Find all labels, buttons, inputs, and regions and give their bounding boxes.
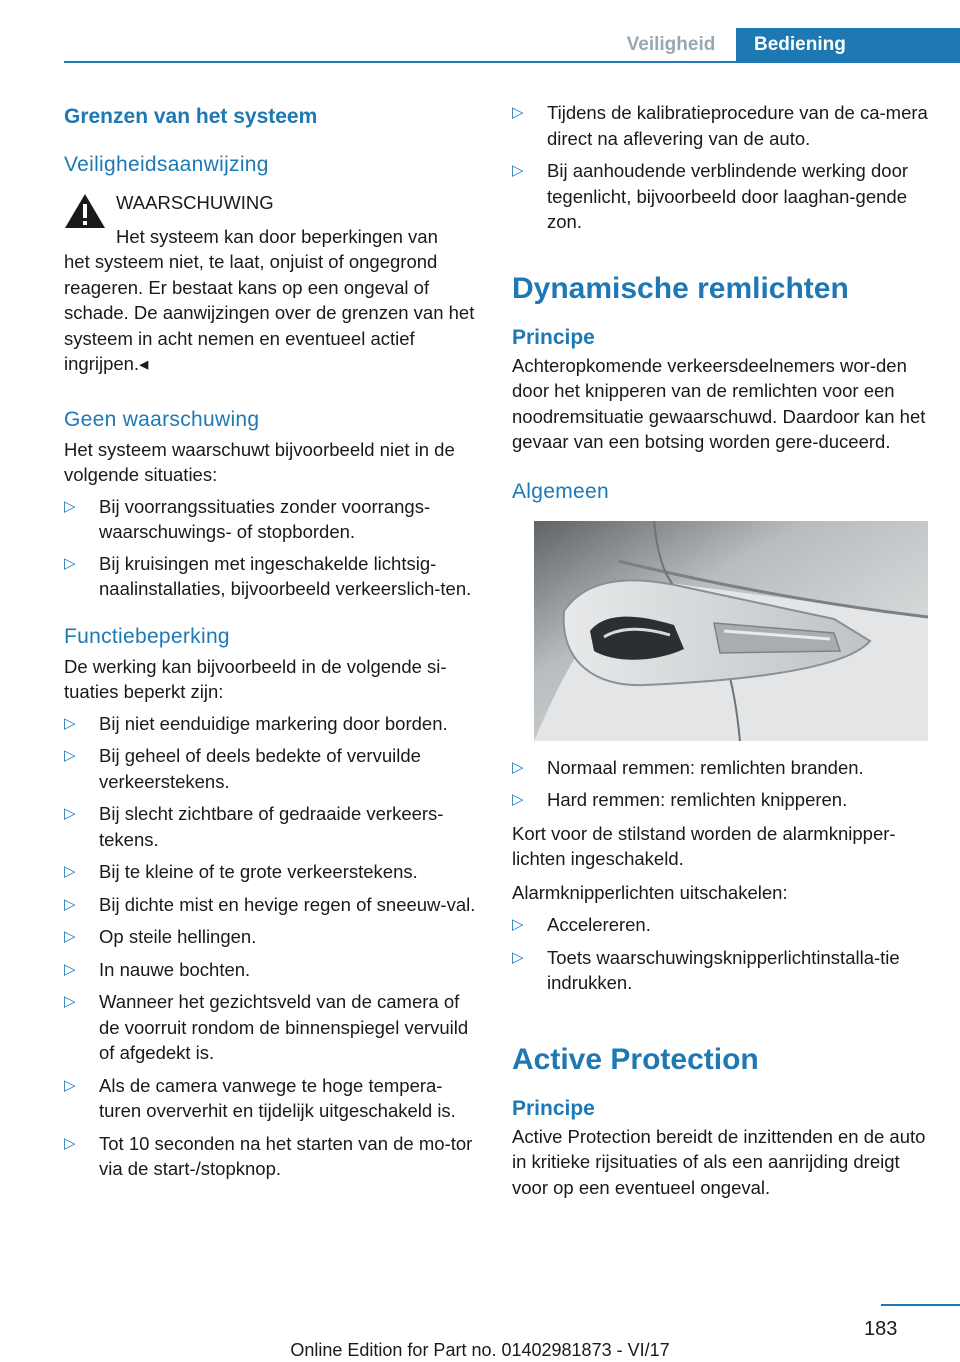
list-item: ▷ Bij dichte mist en hevige regen of sneeuw-val. xyxy=(64,892,478,918)
list-item: ▷ Wanneer het gezichtsveld van de camera of de voorruit rondom de binnenspiegel vervuild of afgedekt is. xyxy=(64,991,469,1063)
list-item: ▷ Bij niet eenduidige markering door borden. xyxy=(64,711,478,737)
header-rule xyxy=(64,61,960,63)
tail-light-photo xyxy=(534,521,928,741)
warning-label: WAARSCHUWING xyxy=(116,192,274,213)
triangle-bullet-icon: ▷ xyxy=(64,993,76,1010)
triangle-bullet-icon: ▷ xyxy=(512,791,524,808)
hazard-text: Kort voor de stilstand worden de alarmknipper-lichten ingeschakeld. xyxy=(512,822,896,869)
list-item: ▷ Bij aanhoudende verblindende werking door tegenlicht, bijvoorbeeld door laaghan-gende zon. xyxy=(512,160,909,232)
list-item: ▷ Bij geheel of deels bedekte of vervuilde verkeerstekens. xyxy=(64,745,421,792)
list-item: ▷ Tijdens de kalibratieprocedure van de ca-mera direct na aflevering van de auto. xyxy=(512,102,928,149)
no-warning-title: Geen waarschuwing xyxy=(64,407,260,431)
limitation-list xyxy=(64,711,478,1182)
tab-veiligheid[interactable]: Veiligheid xyxy=(626,34,716,55)
section-limits-title: Grenzen van het systeem xyxy=(64,105,318,128)
list-item: ▷ Bij voorrangssituaties zonder voorrangs-waarschuwings- of stopborden. xyxy=(64,495,431,542)
triangle-bullet-icon: ▷ xyxy=(64,497,76,515)
list-item: ▷ Hard remmen: remlichten knipperen. xyxy=(512,787,928,813)
tab-bediening[interactable]: Bediening xyxy=(736,28,960,62)
limitation-title: Functiebeperking xyxy=(64,624,230,648)
triangle-bullet-icon: ▷ xyxy=(512,948,524,966)
list-item: ▷ Tot 10 seconden na het starten van de mo-tor via de start-/stopknop. xyxy=(64,1132,473,1179)
footer-rule xyxy=(881,1304,960,1306)
warning-first-line: Het systeem kan door beperkingen van xyxy=(116,225,438,247)
triangle-bullet-icon: ▷ xyxy=(512,916,524,933)
continued-list xyxy=(512,100,928,235)
triangle-bullet-icon: ▷ xyxy=(64,1134,76,1152)
list-item: ▷ Op steile hellingen. xyxy=(64,924,478,950)
list-item: ▷ Toets waarschuwingsknipperlichtinstalla-tie indrukken. xyxy=(512,946,900,993)
list-item: ▷ Als de camera vanwege te hoge tempera-turen oververhit en tijdelijk uitgeschakeld is. xyxy=(64,1074,456,1121)
triangle-bullet-icon: ▷ xyxy=(64,960,76,978)
triangle-bullet-icon: ▷ xyxy=(64,805,76,822)
no-warning-list xyxy=(64,494,478,602)
warning-triangle-icon xyxy=(64,192,106,230)
triangle-bullet-icon: ▷ xyxy=(512,758,524,776)
dynamic-principle-text: Achteropkomende verkeersdeelnemers wor-den door het knipperen van de remlichten voor een noodremsituatie gewaarschuwd. Daardoor kan het gevaar van een botsing worden gere-duceerd. xyxy=(512,354,926,452)
dynamic-brake-lights-title: Dynamische remlichten xyxy=(512,271,849,305)
triangle-bullet-icon: ▷ xyxy=(64,895,76,913)
hazard-off-label: Alarmknipperlichten uitschakelen: xyxy=(512,881,788,903)
list-item: ▷ Accelereren. xyxy=(512,912,928,938)
active-principle-title: Principe xyxy=(512,1096,595,1120)
active-principle-text: Active Protection bereidt de inzittenden en de auto in kritieke rijsituaties of als een aanrijding dreigt voor op een eventueel ongeval. xyxy=(512,1125,926,1198)
triangle-bullet-icon: ▷ xyxy=(64,554,76,572)
list-item: ▷ Bij kruisingen met ingeschakelde lichtsig-naalinstallaties, bijvoorbeeld verkeerslich-ten. xyxy=(64,552,472,599)
triangle-bullet-icon: ▷ xyxy=(64,747,76,764)
hazard-off-list xyxy=(512,912,928,996)
warning-block xyxy=(64,190,478,249)
active-protection-title: Active Protection xyxy=(512,1042,759,1076)
triangle-bullet-icon: ▷ xyxy=(64,863,76,880)
triangle-bullet-icon: ▷ xyxy=(64,1076,76,1094)
triangle-bullet-icon: ▷ xyxy=(512,162,524,179)
triangle-bullet-icon: ▷ xyxy=(64,714,76,732)
right-column xyxy=(512,100,928,1200)
dynamic-principle-title: Principe xyxy=(512,325,595,349)
list-item: ▷ In nauwe bochten. xyxy=(64,957,478,983)
list-item: ▷ Bij te kleine of te grote verkeerstekens. xyxy=(64,859,478,885)
list-item: ▷ Normaal remmen: remlichten branden. xyxy=(512,755,928,781)
no-warning-intro: Het systeem waarschuwt bijvoorbeeld niet in de volgende situaties: xyxy=(64,438,455,485)
general-title: Algemeen xyxy=(512,479,609,503)
warning-body: het systeem niet, te laat, onjuist of ongegrond reageren. Er bestaat kans op een ongeval of schade. De aanwijzingen over de grenzen van het systeem in acht nemen en eventueel actief ingrijpen.◂ xyxy=(64,251,475,374)
footer-edition: Online Edition for Part no. 01402981873 - VI/17 xyxy=(290,1340,670,1360)
list-item: ▷ Bij slecht zichtbare of gedraaide verkeers-tekens. xyxy=(64,803,444,850)
triangle-bullet-icon: ▷ xyxy=(64,928,76,945)
brake-list xyxy=(512,755,928,813)
page-number: 183 xyxy=(864,1318,898,1340)
limitation-intro: De werking kan bijvoorbeeld in de volgende si-tuaties beperkt zijn: xyxy=(64,655,447,702)
triangle-bullet-icon: ▷ xyxy=(512,104,524,121)
safety-note-title: Veiligheidsaanwijzing xyxy=(64,153,269,176)
left-column xyxy=(64,100,478,1182)
